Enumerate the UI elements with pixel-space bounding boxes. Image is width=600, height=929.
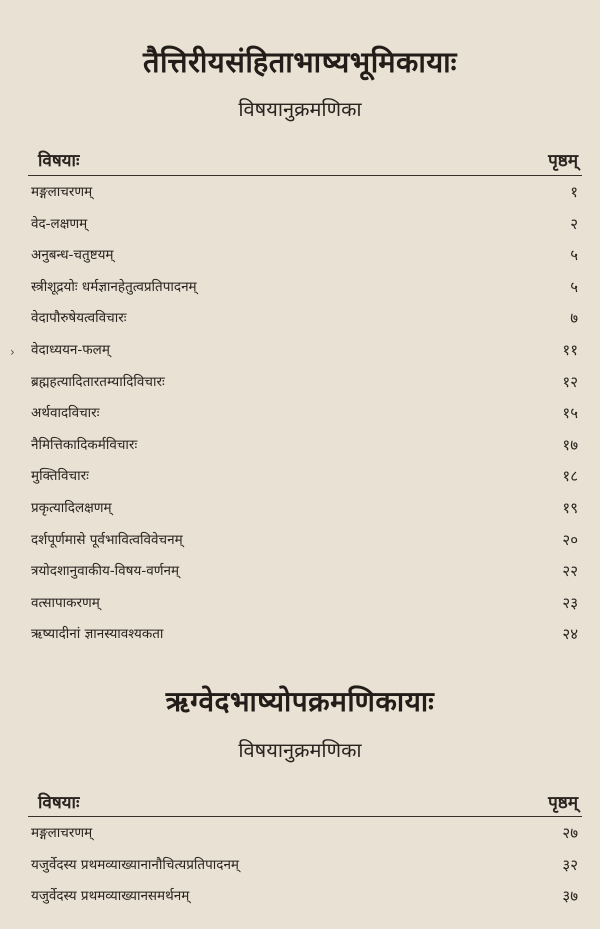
entry-title: नैमित्तिकादिकर्मविचारः bbox=[31, 436, 138, 453]
list-item bbox=[0, 177, 600, 209]
list-item bbox=[0, 430, 600, 462]
entry-title: वेदाध्ययन-फलम् bbox=[31, 341, 110, 358]
entry-title: अनुबन्ध-चतुष्टयम् bbox=[31, 247, 114, 264]
entry-list bbox=[0, 177, 600, 651]
section-subtitle: विषयानुक्रमणिका bbox=[238, 738, 362, 762]
list-item bbox=[0, 588, 600, 620]
header-divider bbox=[28, 175, 582, 176]
entry-title: ब्रह्महत्यादितारतम्यादिविचारः bbox=[31, 373, 165, 390]
entry-page-number: १९ bbox=[562, 498, 578, 517]
entry-page-number: २२ bbox=[562, 562, 578, 581]
list-item bbox=[0, 303, 600, 335]
section-rigveda bbox=[0, 682, 600, 763]
entry-page-number: ३२ bbox=[562, 855, 578, 874]
entry-title: अर्थवादविचारः bbox=[31, 405, 100, 422]
section-title: ऋग्वेदभाष्योपक्रमणिकायाः bbox=[165, 685, 435, 718]
list-item bbox=[0, 493, 600, 525]
entry-title: त्रयोदशानुवाकीय-विषय-वर्णनम् bbox=[31, 563, 180, 580]
entry-page-number: २४ bbox=[562, 625, 578, 644]
entry-list bbox=[0, 818, 600, 913]
list-item bbox=[0, 240, 600, 272]
entry-title: मङ्गलाचरणम् bbox=[31, 825, 93, 841]
list-item bbox=[0, 272, 600, 304]
list-item bbox=[0, 525, 600, 557]
entry-title: प्रकृत्यादिलक्षणम् bbox=[31, 499, 112, 516]
list-item bbox=[0, 367, 600, 399]
list-item bbox=[0, 850, 600, 882]
header-divider bbox=[28, 816, 582, 817]
entry-page-number: २ bbox=[570, 214, 578, 233]
entry-title: यजुर्वेदस्य प्रथमव्याख्यानानौचित्यप्रतिपादनम् bbox=[31, 856, 240, 873]
column-page-label: पृष्ठम् bbox=[548, 151, 578, 171]
entry-title: यजुर्वेदस्य प्रथमव्याख्यानसमर्थनम् bbox=[31, 888, 190, 905]
entry-page-number: २० bbox=[562, 530, 578, 549]
entry-page-number: ७ bbox=[570, 309, 578, 328]
section-subtitle: विषयानुक्रमणिका bbox=[238, 97, 362, 121]
list-item bbox=[0, 209, 600, 241]
entry-title: मुक्तिविचारः bbox=[31, 468, 89, 485]
column-page-label: पृष्ठम् bbox=[548, 793, 578, 813]
entry-title: स्त्रीशूद्रयोः धर्मज्ञानहेतुत्वप्रतिपादनम् bbox=[31, 278, 197, 295]
entry-title: वेदापौरुषेयत्वविचारः bbox=[31, 310, 127, 327]
entry-title: वत्सापाकरणम् bbox=[31, 594, 100, 611]
column-subject-label: विषयाः bbox=[38, 151, 80, 171]
entry-page-number: २७ bbox=[562, 824, 578, 842]
entry-title: वेद-लक्षणम् bbox=[31, 215, 88, 232]
list-item bbox=[0, 398, 600, 430]
entry-page-number: १२ bbox=[562, 372, 578, 391]
entry-title: मङ्गलाचरणम् bbox=[31, 184, 93, 200]
entry-page-number: १ bbox=[570, 183, 578, 201]
entry-page-number: ५ bbox=[570, 277, 578, 296]
list-item bbox=[0, 335, 600, 367]
entry-page-number: १७ bbox=[562, 435, 578, 454]
entry-title: ऋष्यादीनां ज्ञानस्यावश्यकता bbox=[31, 626, 164, 643]
entry-page-number: ५ bbox=[570, 246, 578, 265]
entry-page-number: २३ bbox=[562, 593, 578, 612]
entry-page-number: ११ bbox=[562, 340, 578, 359]
entry-page-number: १८ bbox=[562, 467, 578, 486]
table-header bbox=[0, 148, 600, 178]
margin-mark: › bbox=[10, 345, 15, 359]
entry-title: दर्शपूर्णमासे पूर्वभावित्वविवेचनम् bbox=[31, 531, 183, 548]
list-item bbox=[0, 881, 600, 913]
entry-page-number: १५ bbox=[562, 404, 578, 423]
list-item bbox=[0, 556, 600, 588]
section-title: तैत्तिरीयसंहिताभाष्यभूमिकायाः bbox=[142, 45, 458, 79]
entry-page-number: ३७ bbox=[562, 887, 578, 906]
list-item bbox=[0, 818, 600, 850]
column-subject-label: विषयाः bbox=[38, 793, 80, 813]
list-item bbox=[0, 461, 600, 493]
list-item bbox=[0, 619, 600, 651]
section-taittiriya bbox=[0, 42, 600, 122]
